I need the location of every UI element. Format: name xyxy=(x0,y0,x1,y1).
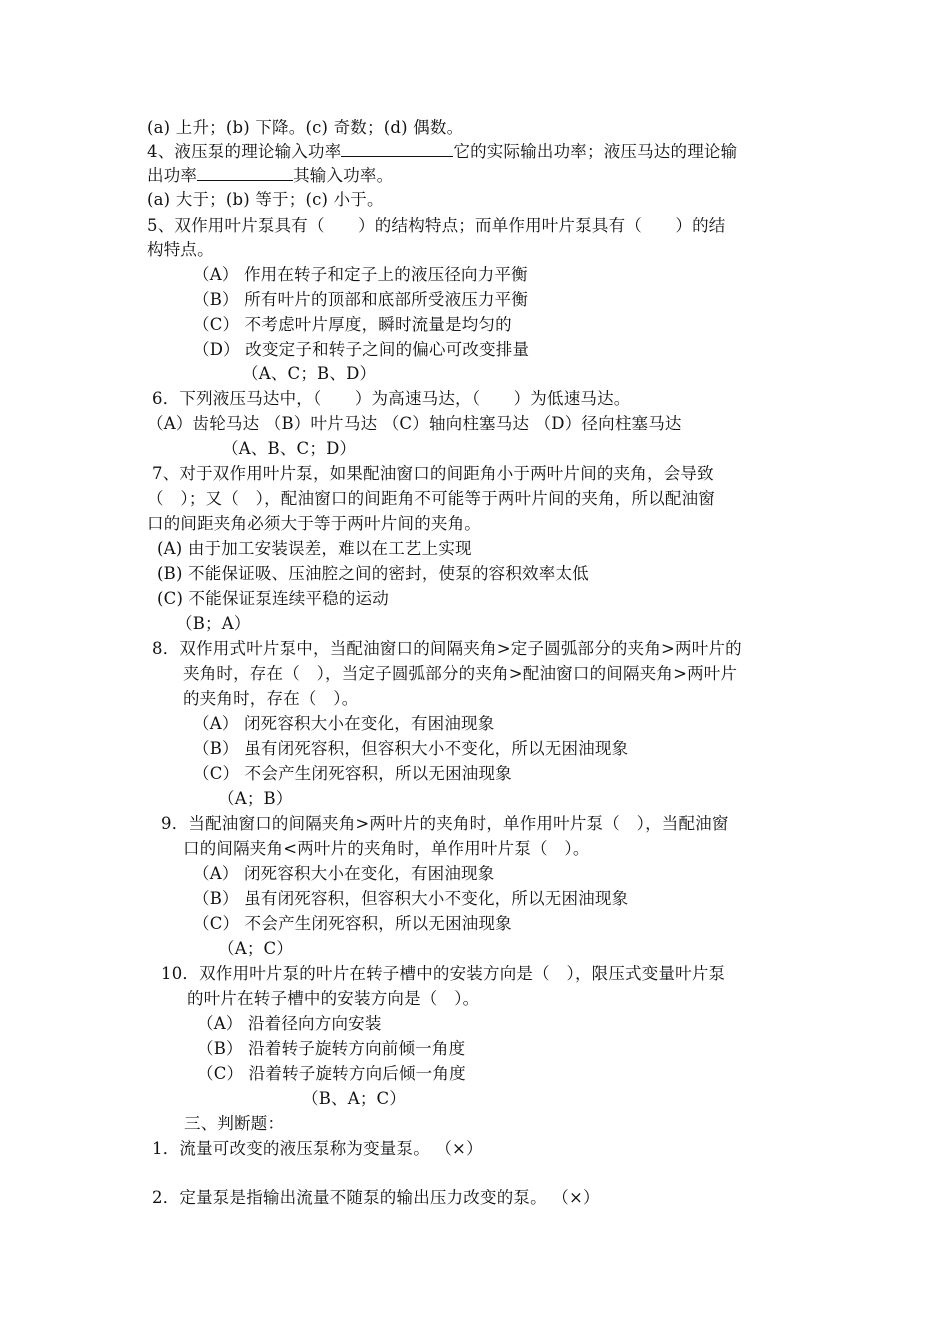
q4-line2 xyxy=(147,164,393,188)
q6-line1: 6．下列液压马达中，（ ）为高速马达，（ ）为低速马达。 xyxy=(152,389,631,408)
q10-option-c: （C） 沿着转子旋转方向后倾一角度 xyxy=(197,1064,466,1083)
q4-line1 xyxy=(147,140,737,164)
q8-line3: 的夹角时，存在（ ）。 xyxy=(183,689,359,708)
q8-option-c: （C） 不会产生闭死容积，所以无困油现象 xyxy=(193,764,512,783)
q5-answer: （A、C；B、D） xyxy=(242,364,377,383)
q8-answer: （A；B） xyxy=(218,789,293,808)
judgment-2: 2．定量泵是指输出流量不随泵的输出压力改变的泵。 （×） xyxy=(152,1188,600,1207)
q8-option-a: （A） 闭死容积大小在变化，有困油现象 xyxy=(193,714,495,733)
q4-blank-2 xyxy=(197,164,293,181)
q8-line1: 8．双作用式叶片泵中，当配油窗口的间隔夹角>定子圆弧部分的夹角>两叶片的 xyxy=(152,639,742,658)
q7-line1: 7、对于双作用叶片泵，如果配油窗口的间距角小于两叶片间的夹角，会导致 xyxy=(152,464,714,483)
q9-option-b: （B） 虽有闭死容积，但容积大小不变化，所以无困油现象 xyxy=(193,889,629,908)
q7-line3: 口的间距夹角必须大于等于两叶片间的夹角。 xyxy=(147,514,481,533)
q7-option-c: (C) 不能保证泵连续平稳的运动 xyxy=(157,589,389,608)
q10-line2: 的叶片在转子槽中的安装方向是（ ）。 xyxy=(187,989,480,1008)
q6-answer: （A、B、C；D） xyxy=(222,439,357,458)
q5-option-b: （B） 所有叶片的顶部和底部所受液压力平衡 xyxy=(193,290,529,309)
q5-line1: 5、双作用叶片泵具有（ ）的结构特点；而单作用叶片泵具有（ ）的结 xyxy=(147,216,726,235)
q6-options: （A）齿轮马达 （B）叶片马达 （C）轴向柱塞马达 （D）径向柱塞马达 xyxy=(147,414,682,433)
q7-option-a: (A) 由于加工安装误差，难以在工艺上实现 xyxy=(157,539,472,558)
q7-option-b: (B) 不能保证吸、压油腔之间的密封，使泵的容积效率太低 xyxy=(157,564,589,583)
q10-answer: （B、A；C） xyxy=(302,1089,407,1108)
q5-option-c: （C） 不考虑叶片厚度，瞬时流量是均匀的 xyxy=(193,315,512,334)
q4-options: (a) 大于；(b) 等于；(c) 小于。 xyxy=(147,190,384,209)
q3-options: (a) 上升；(b) 下降。(c) 奇数；(d) 偶数。 xyxy=(147,118,464,137)
q9-line2: 口的间隔夹角<两叶片的夹角时，单作用叶片泵（ ）。 xyxy=(183,839,590,858)
q5-option-a: （A） 作用在转子和定子上的液压径向力平衡 xyxy=(193,265,528,284)
q4-text-d: 其输入功率。 xyxy=(293,166,394,185)
q9-answer: （A；C） xyxy=(218,939,294,958)
section-heading-judgment: 三、判断题： xyxy=(184,1114,285,1133)
q9-line1: 9．当配油窗口的间隔夹角>两叶片的夹角时，单作用叶片泵（ ），当配油窗 xyxy=(161,814,729,833)
q7-answer: （B；A） xyxy=(176,614,251,633)
q5-line2: 构特点。 xyxy=(147,240,214,259)
q7-line2: （ ）；又（ ），配油窗口的间距角不可能等于两叶片间的夹角，所以配油窗 xyxy=(147,489,715,508)
q4-blank-1 xyxy=(341,140,453,157)
q4-text-a: 4、液压泵的理论输入功率 xyxy=(147,142,342,161)
q8-option-b: （B） 虽有闭死容积，但容积大小不变化，所以无困油现象 xyxy=(193,739,629,758)
q5-option-d: （D） 改变定子和转子之间的偏心可改变排量 xyxy=(193,340,530,359)
q9-option-a: （A） 闭死容积大小在变化，有困油现象 xyxy=(193,864,495,883)
q10-option-a: （A） 沿着径向方向安装 xyxy=(197,1014,382,1033)
judgment-1: 1．流量可改变的液压泵称为变量泵。 （×） xyxy=(152,1139,483,1158)
q8-line2: 夹角时，存在（ ），当定子圆弧部分的夹角>配油窗口的间隔夹角>两叶片 xyxy=(183,664,738,683)
q4-text-c: 出功率 xyxy=(147,166,198,185)
q4-text-b: 它的实际输出功率；液压马达的理论输 xyxy=(453,142,738,161)
q9-option-c: （C） 不会产生闭死容积，所以无困油现象 xyxy=(193,914,512,933)
q10-line1: 10．双作用叶片泵的叶片在转子槽中的安装方向是（ ），限压式变量叶片泵 xyxy=(161,964,726,983)
q10-option-b: （B） 沿着转子旋转方向前倾一角度 xyxy=(197,1039,466,1058)
